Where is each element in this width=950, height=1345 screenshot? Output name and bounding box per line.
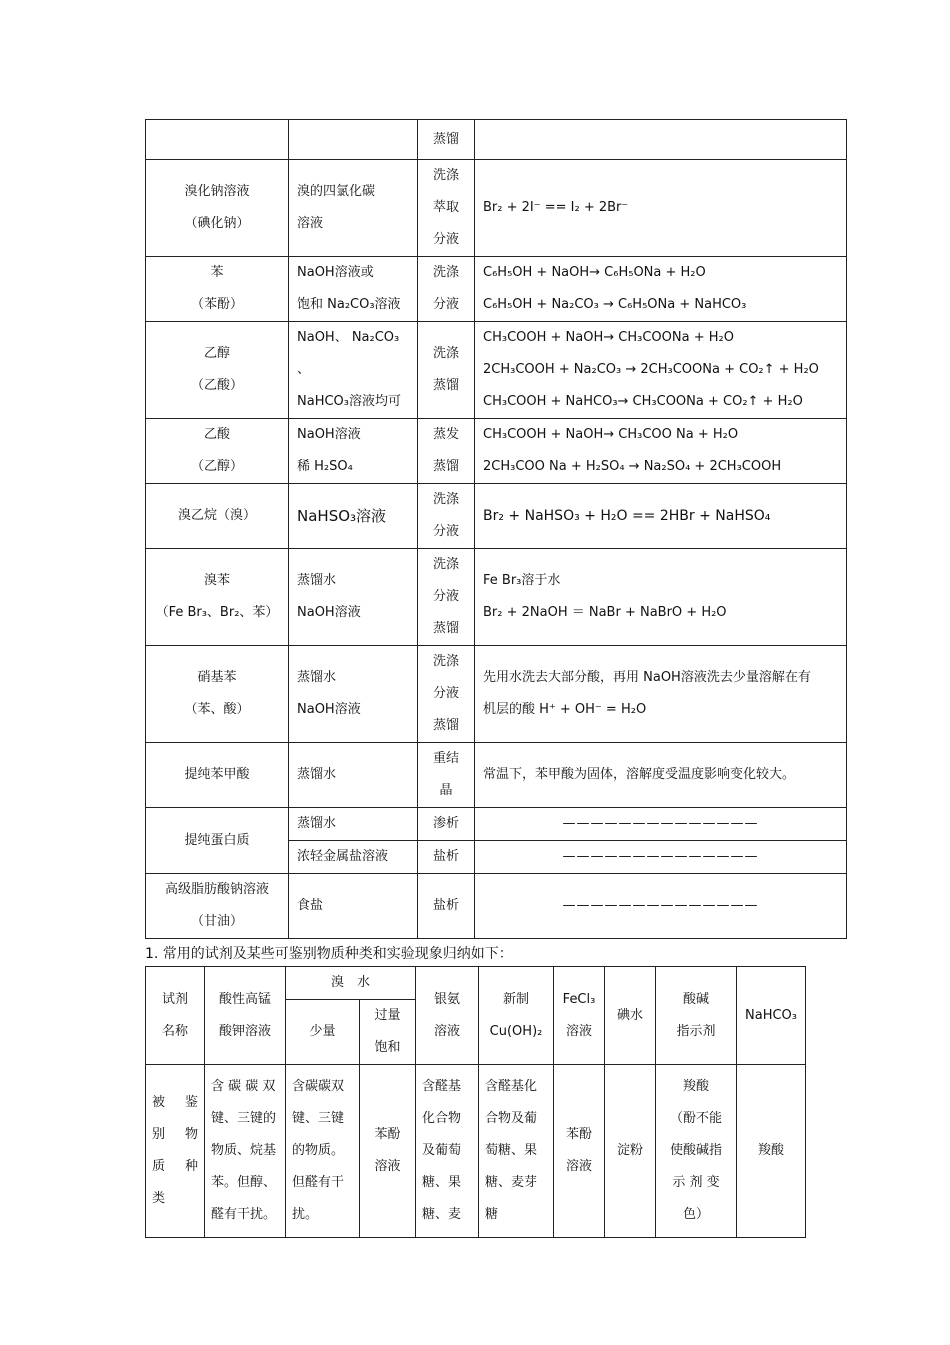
sample-cell [146,120,289,160]
table1-row [146,484,847,549]
h-indicator: 酸碱 指示剂 [656,967,737,1065]
equation-cell: Br₂ + 2I⁻ == I₂ + 2Br⁻ [475,160,847,257]
table1-row [146,646,847,743]
sample-cell: 乙醇 （乙酸） [146,322,289,419]
reagent-cell: 蒸馏水 NaOH溶液 [289,646,418,743]
c-silver: 含醛基 化合物 及葡萄 糖、果 糖、麦 [416,1065,479,1238]
method-cell: 盐析 [418,841,475,874]
method-cell: 重结 晶 [418,743,475,808]
section-caption: 1. 常用的试剂及某些可鉴别物质种类和实验现象归纳如下： [145,946,513,962]
h-fecl3: FeCl₃ 溶液 [554,967,605,1065]
method-cell: 盐析 [418,874,475,939]
method-cell: 洗涤 分液 [418,257,475,322]
reagent-cell: NaOH、 Na₂CO₃ 、 NaHCO₃溶液均可 [289,322,418,419]
reagent-cell: NaOH溶液或 饱和 Na₂CO₃溶液 [289,257,418,322]
sample-cell: 高级脂肪酸钠溶液 （甘油） [146,874,289,939]
method-cell: 洗涤 分液 蒸馏 [418,646,475,743]
method-cell: 洗涤 分液 [418,484,475,549]
reagent-cell: 浓轻金属盐溶液 [289,841,418,874]
h-bromine-small: 少量 [286,1000,360,1065]
identification-table [145,966,806,1238]
table1-row [146,160,847,257]
method-cell: 洗涤 蒸馏 [418,322,475,419]
reagent-cell: NaHSO₃溶液 [289,484,418,549]
method-cell: 蒸发 蒸馏 [418,419,475,484]
reagent-cell: NaOH溶液 稀 H₂SO₄ [289,419,418,484]
sample-cell: 硝基苯 （苯、酸） [146,646,289,743]
h-nahco3: NaHCO₃ [737,967,806,1065]
dash-cell: —————————————— [475,841,847,874]
h-silver-ammonia: 银氨 溶液 [416,967,479,1065]
sample-cell: 溴化钠溶液 （碘化钠） [146,160,289,257]
sample-cell: 苯 （苯酚） [146,257,289,322]
table1-row [146,743,847,808]
reagent-cell [289,120,418,160]
equation-cell: Fe Br₃溶于水 Br₂ + 2NaOH ＝ NaBr + NaBrO + H₂O [475,549,847,646]
c-bromine-excess: 苯酚 溶液 [360,1065,416,1238]
c-bromine-small: 含碳碳双 键、三键 的物质。 但醛有干 扰。 [286,1065,360,1238]
equation-cell [475,120,847,160]
dash-cell: —————————————— [475,874,847,939]
dash-cell: —————————————— [475,808,847,841]
h-cuoh2: 新制 Cu(OH)₂ [479,967,554,1065]
equation-cell: C₆H₅OH + NaOH→ C₆H₅ONa + H₂O C₆H₅OH + Na₂CO₃ → C₆H₅ONa + NaHCO₃ [475,257,847,322]
equation-cell: 常温下，苯甲酸为固体，溶解度受温度影响变化较大。 [475,743,847,808]
equation-cell: 先用水洗去大部分酸，再用 NaOH溶液洗去少量溶解在有 机层的酸 H⁺ + OH⁻ = H₂O [475,646,847,743]
reagent-cell: 蒸馏水 [289,808,418,841]
c-nahco3: 羧酸 [737,1065,806,1238]
equation-cell: CH₃COOH + NaOH→ CH₃COONa + H₂O 2CH₃COOH + Na₂CO₃ → 2CH₃COONa + CO₂↑ + H₂O CH₃COOH + NaHCO₃→ CH₃COONa + CO₂↑ + H₂O [475,322,847,419]
separation-table [145,119,847,939]
table1-row [146,874,847,939]
h-bromine-excess: 过量 饱和 [360,1000,416,1065]
c-cuoh2: 含醛基化 合物及葡 萄糖、果 糖、麦芽 糖 [479,1065,554,1238]
reagent-cell: 溴的四氯化碳 溶液 [289,160,418,257]
c-iodine: 淀粉 [605,1065,656,1238]
c-indicator: 羧酸 （酚不能 使酸碱指 示 剂 变 色） [656,1065,737,1238]
c-fecl3: 苯酚 溶液 [554,1065,605,1238]
table1-row [146,257,847,322]
sample-cell: 乙酸 （乙醇） [146,419,289,484]
reagent-cell: 蒸馏水 [289,743,418,808]
table1-row [146,549,847,646]
row-label: 被 鉴 别 物 质 种 类 [146,1065,205,1238]
h-reagent-name: 试剂 名称 [146,967,205,1065]
h-kmno4: 酸性高锰 酸钾溶液 [205,967,286,1065]
c-kmno4: 含 碳 碳 双 键、三键的 物质、烷基 苯。但醇、 醛有干扰。 [205,1065,286,1238]
sample-cell: 溴苯 （Fe Br₃、Br₂、苯） [146,549,289,646]
table1-row [146,120,847,160]
method-cell: 洗涤 分液 蒸馏 [418,549,475,646]
h-iodine: 碘水 [605,967,656,1065]
equation-cell: CH₃COOH + NaOH→ CH₃COO Na + H₂O 2CH₃COO Na + H₂SO₄ → Na₂SO₄ + 2CH₃COOH [475,419,847,484]
h-bromine-water: 溴 水 [286,967,416,1000]
equation-cell: Br₂ + NaHSO₃ + H₂O == 2HBr + NaHSO₄ [475,484,847,549]
reagent-cell: 蒸馏水 NaOH溶液 [289,549,418,646]
method-cell: 蒸馏 [418,120,475,160]
method-cell: 洗涤 萃取 分液 [418,160,475,257]
sample-cell: 提纯蛋白质 [146,808,289,874]
table1-row [146,322,847,419]
sample-cell: 提纯苯甲酸 [146,743,289,808]
header-row-1 [146,967,806,1000]
reagent-cell: 食盐 [289,874,418,939]
table1-row [146,419,847,484]
method-cell: 渗析 [418,808,475,841]
body-row [146,1065,806,1238]
sample-cell: 溴乙烷（溴） [146,484,289,549]
table1-row [146,808,847,841]
